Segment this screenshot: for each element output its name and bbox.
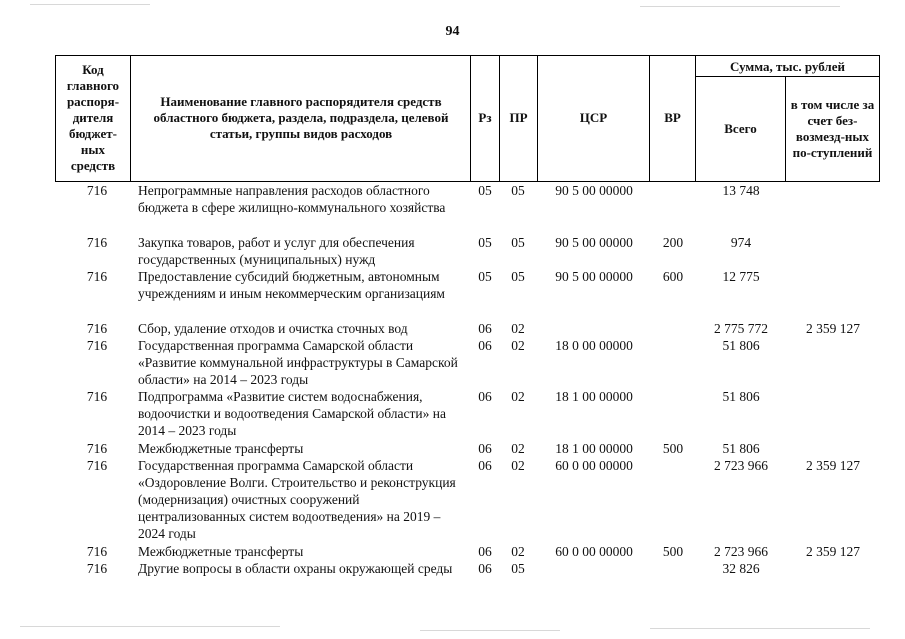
cell-pr: 05 bbox=[511, 269, 525, 284]
cell-total: 974 bbox=[730, 235, 752, 250]
cell-rz: 06 bbox=[478, 544, 492, 559]
header-name: Наименование главного распорядителя средств областного бюджета, раздела, подраздела, целевой статьи, группы видов расходов bbox=[153, 94, 449, 141]
cell-vr: 600 bbox=[662, 269, 684, 284]
cell-rz: 06 bbox=[478, 441, 492, 456]
cell-csr: 18 1 00 00000 bbox=[555, 389, 633, 404]
cell-name: Непрограммные направления расходов областного бюджета в сфере жилищно-коммунального хозяйства bbox=[138, 183, 446, 215]
header-incl-free: в том числе за счет без-возмезд-ных по-ступлений bbox=[790, 97, 875, 160]
cell-pr: 02 bbox=[511, 458, 525, 473]
cell-name: Сбор, удаление отходов и очистка сточных вод bbox=[138, 321, 408, 336]
cell-free: 2 359 127 bbox=[806, 321, 860, 336]
cell-total: 51 806 bbox=[722, 338, 760, 353]
cell-csr: 90 5 00 00000 bbox=[555, 235, 633, 250]
cell-name: Государственная программа Самарской области «Оздоровление Волги. Строительство и реконструкция (модернизация) очистных сооружений централизованных систем водоотведения» на 2019 – 2024 годы bbox=[138, 458, 456, 541]
cell-code: 716 bbox=[86, 458, 108, 473]
cell-rz: 05 bbox=[478, 269, 492, 284]
cell-code: 716 bbox=[86, 389, 108, 404]
cell-csr: 90 5 00 00000 bbox=[555, 269, 633, 284]
header-vr: ВР bbox=[664, 110, 681, 125]
cell-total: 2 775 772 bbox=[714, 321, 768, 336]
cell-rz: 05 bbox=[478, 235, 492, 250]
cell-pr: 05 bbox=[511, 183, 525, 198]
header-pr: ПР bbox=[509, 110, 528, 125]
cell-total: 32 826 bbox=[722, 561, 760, 576]
cell-csr: 90 5 00 00000 bbox=[555, 183, 633, 198]
cell-name: Предоставление субсидий бюджетным, автономным учреждениям и иным некоммерческим организациям bbox=[138, 269, 445, 301]
cell-csr: 18 0 00 00000 bbox=[555, 338, 633, 353]
cell-rz: 05 bbox=[478, 183, 492, 198]
cell-code: 716 bbox=[86, 441, 108, 456]
header-sum-group: Сумма, тыс. рублей bbox=[730, 58, 845, 74]
cell-rz: 06 bbox=[478, 338, 492, 353]
cell-code: 716 bbox=[86, 561, 108, 576]
cell-rz: 06 bbox=[478, 321, 492, 336]
cell-name: Межбюджетные трансферты bbox=[138, 544, 304, 559]
cell-code: 716 bbox=[86, 235, 108, 250]
cell-total: 51 806 bbox=[722, 441, 760, 456]
cell-pr: 05 bbox=[511, 561, 525, 576]
cell-name: Закупка товаров, работ и услуг для обеспечения государственных (муниципальных) нужд bbox=[138, 235, 415, 267]
cell-rz: 06 bbox=[478, 561, 492, 576]
cell-code: 716 bbox=[86, 269, 108, 284]
cell-free: 2 359 127 bbox=[806, 544, 860, 559]
cell-rz: 06 bbox=[478, 389, 492, 404]
cell-total: 51 806 bbox=[722, 389, 760, 404]
cell-vr: 500 bbox=[662, 441, 684, 456]
cell-pr: 02 bbox=[511, 441, 525, 456]
cell-code: 716 bbox=[86, 338, 108, 353]
cell-code: 716 bbox=[86, 183, 108, 198]
header-csr: ЦСР bbox=[579, 110, 608, 125]
cell-pr: 02 bbox=[511, 544, 525, 559]
cell-csr: 60 0 00 00000 bbox=[555, 544, 633, 559]
cell-pr: 02 bbox=[511, 389, 525, 404]
cell-name: Межбюджетные трансферты bbox=[138, 441, 304, 456]
header-total: Всего bbox=[724, 121, 757, 136]
cell-total: 12 775 bbox=[722, 269, 760, 284]
cell-name: Подпрограмма «Развитие систем водоснабжения, водоочистки и водоотведения Самарской области» на 2014 – 2023 годы bbox=[138, 389, 446, 438]
cell-code: 716 bbox=[86, 544, 108, 559]
cell-total: 2 723 966 bbox=[714, 544, 768, 559]
cell-vr: 200 bbox=[662, 235, 684, 250]
header-code: Код главного распоря-дителя бюджет-ных средств bbox=[66, 62, 120, 173]
cell-rz: 06 bbox=[478, 458, 492, 473]
cell-free: 2 359 127 bbox=[806, 458, 860, 473]
cell-total: 2 723 966 bbox=[714, 458, 768, 473]
cell-name: Другие вопросы в области охраны окружающей среды bbox=[138, 561, 453, 576]
header-rz: Рз bbox=[478, 110, 492, 125]
cell-pr: 05 bbox=[511, 235, 525, 250]
cell-code: 716 bbox=[86, 321, 108, 336]
cell-total: 13 748 bbox=[722, 183, 760, 198]
page-number: 94 bbox=[445, 24, 460, 39]
cell-name: Государственная программа Самарской области «Развитие коммунальной инфраструктуры в Самарской области» на 2014 – 2023 годы bbox=[138, 338, 458, 387]
cell-pr: 02 bbox=[511, 338, 525, 353]
cell-pr: 02 bbox=[511, 321, 525, 336]
cell-vr: 500 bbox=[662, 544, 684, 559]
cell-csr: 60 0 00 00000 bbox=[555, 458, 633, 473]
cell-csr: 18 1 00 00000 bbox=[555, 441, 633, 456]
